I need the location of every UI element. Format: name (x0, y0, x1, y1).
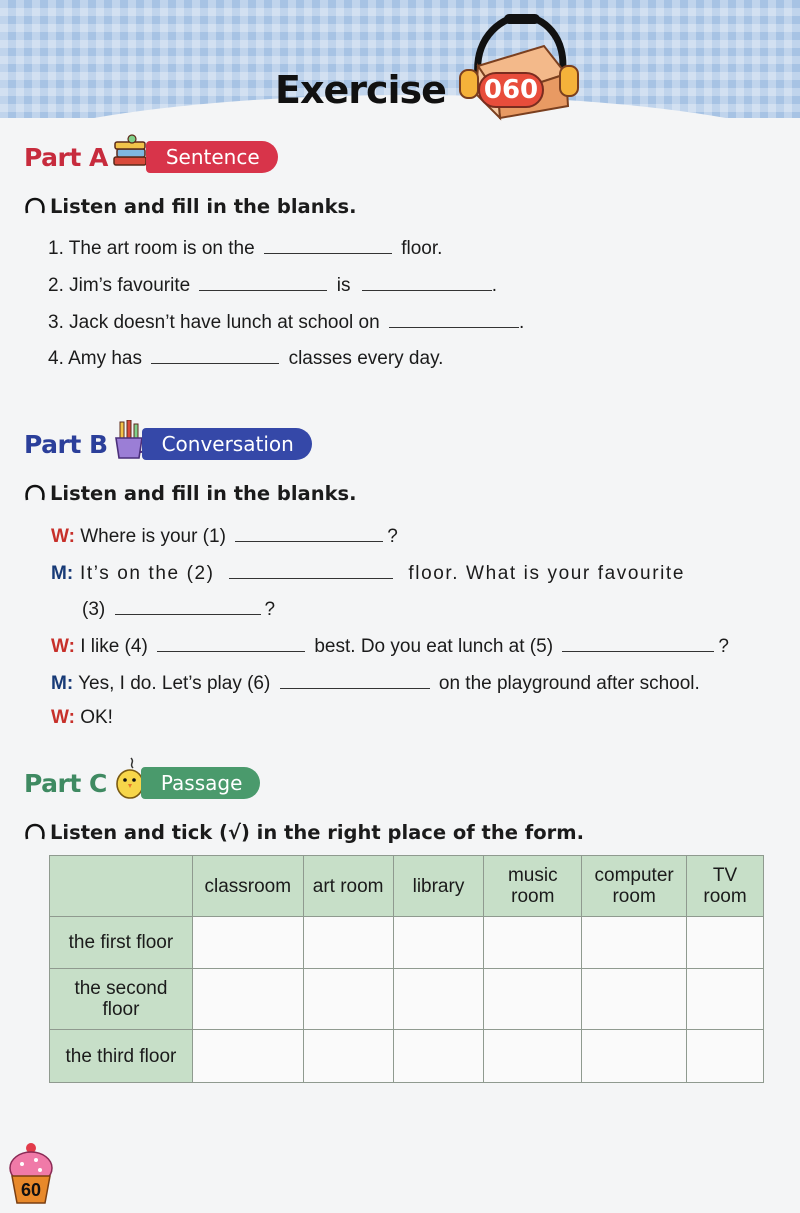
part-c-header (24, 766, 260, 800)
part-a-tag: Sentence (146, 141, 278, 173)
dialogue-line-3: (3) ? (82, 599, 276, 620)
part-c-tag: Passage (141, 767, 261, 799)
tick-cell[interactable] (484, 1030, 582, 1083)
answer-blank[interactable] (229, 561, 393, 579)
part-a-label: Part A (24, 142, 108, 172)
table-header-row (50, 856, 764, 917)
table-row (50, 917, 764, 969)
dialogue-line-1: W: Where is your (1) ? (51, 526, 398, 547)
part-a-item-1: 1. The art room is on the floor. (48, 238, 443, 259)
column-header: music room (484, 856, 582, 917)
answer-blank[interactable] (562, 634, 714, 652)
column-header: classroom (192, 856, 303, 917)
page-title: Exercise (275, 68, 446, 112)
tick-cell[interactable] (192, 917, 303, 969)
tick-cell[interactable] (582, 969, 687, 1030)
answer-blank[interactable] (389, 310, 519, 328)
part-a-item-3: 3. Jack doesn’t have lunch at school on . (48, 312, 525, 333)
tick-form-table (49, 855, 764, 1083)
speaker-m: M: (51, 563, 74, 584)
tick-cell[interactable] (192, 1030, 303, 1083)
speaker-w: W: (51, 707, 75, 728)
tick-cell[interactable] (393, 969, 484, 1030)
tick-cell[interactable] (393, 1030, 484, 1083)
headphones-icon (24, 484, 46, 504)
tick-cell[interactable] (393, 917, 484, 969)
table-row (50, 1030, 764, 1083)
dialogue-line-2: M: It’s on the (2) floor. What is your favourite (51, 563, 685, 584)
answer-blank[interactable] (235, 524, 383, 542)
headphones-icon (24, 823, 46, 843)
tick-cell[interactable] (192, 969, 303, 1030)
speaker-w: W: (51, 636, 75, 657)
part-c-label: Part C (24, 768, 107, 798)
column-header: art room (303, 856, 393, 917)
dialogue-line-4: W: I like (4) best. Do you eat lunch at (5) ? (51, 636, 729, 657)
answer-blank[interactable] (362, 273, 492, 291)
column-header: library (393, 856, 484, 917)
tick-cell[interactable] (687, 1030, 764, 1083)
answer-blank[interactable] (280, 671, 430, 689)
answer-blank[interactable] (157, 634, 305, 652)
part-a-instruction (24, 195, 357, 218)
tick-cell[interactable] (687, 917, 764, 969)
tick-cell[interactable] (687, 969, 764, 1030)
part-a-instruction-text: Listen and fill in the blanks. (50, 195, 357, 218)
speaker-w: W: (51, 526, 75, 547)
answer-blank[interactable] (151, 346, 279, 364)
speaker-m: M: (51, 673, 74, 694)
column-header: TV room (687, 856, 764, 917)
tick-cell[interactable] (303, 1030, 393, 1083)
part-b-instruction-text: Listen and fill in the blanks. (50, 482, 357, 505)
tick-cell[interactable] (484, 917, 582, 969)
part-b-label: Part B (24, 429, 108, 459)
dialogue-line-5: M: Yes, I do. Let’s play (6) on the playground after school. (51, 673, 700, 694)
part-b-header (24, 428, 312, 460)
row-header: the second floor (50, 969, 193, 1030)
tick-cell[interactable] (484, 969, 582, 1030)
table-corner-cell (50, 856, 193, 917)
tick-cell[interactable] (582, 917, 687, 969)
tick-cell[interactable] (303, 969, 393, 1030)
tick-cell[interactable] (582, 1030, 687, 1083)
part-a-header (24, 141, 278, 173)
exercise-number-badge: 060 (478, 72, 544, 108)
part-a-item-2: 2. Jim’s favourite is . (48, 275, 498, 296)
part-c-instruction-text: Listen and tick (√) in the right place of the form. (50, 821, 584, 844)
table-row (50, 969, 764, 1030)
page-number: 60 (20, 1180, 42, 1200)
tick-cell[interactable] (303, 917, 393, 969)
dialogue-line-6: W: OK! (51, 707, 113, 728)
part-a-item-4: 4. Amy has classes every day. (48, 348, 444, 369)
headphones-icon (24, 197, 46, 217)
answer-blank[interactable] (199, 273, 327, 291)
answer-blank[interactable] (115, 597, 261, 615)
column-header: computer room (582, 856, 687, 917)
part-b-instruction (24, 482, 357, 505)
row-header: the third floor (50, 1030, 193, 1083)
part-c-instruction (24, 821, 584, 844)
row-header: the first floor (50, 917, 193, 969)
part-b-tag: Conversation (142, 428, 312, 460)
answer-blank[interactable] (264, 236, 392, 254)
